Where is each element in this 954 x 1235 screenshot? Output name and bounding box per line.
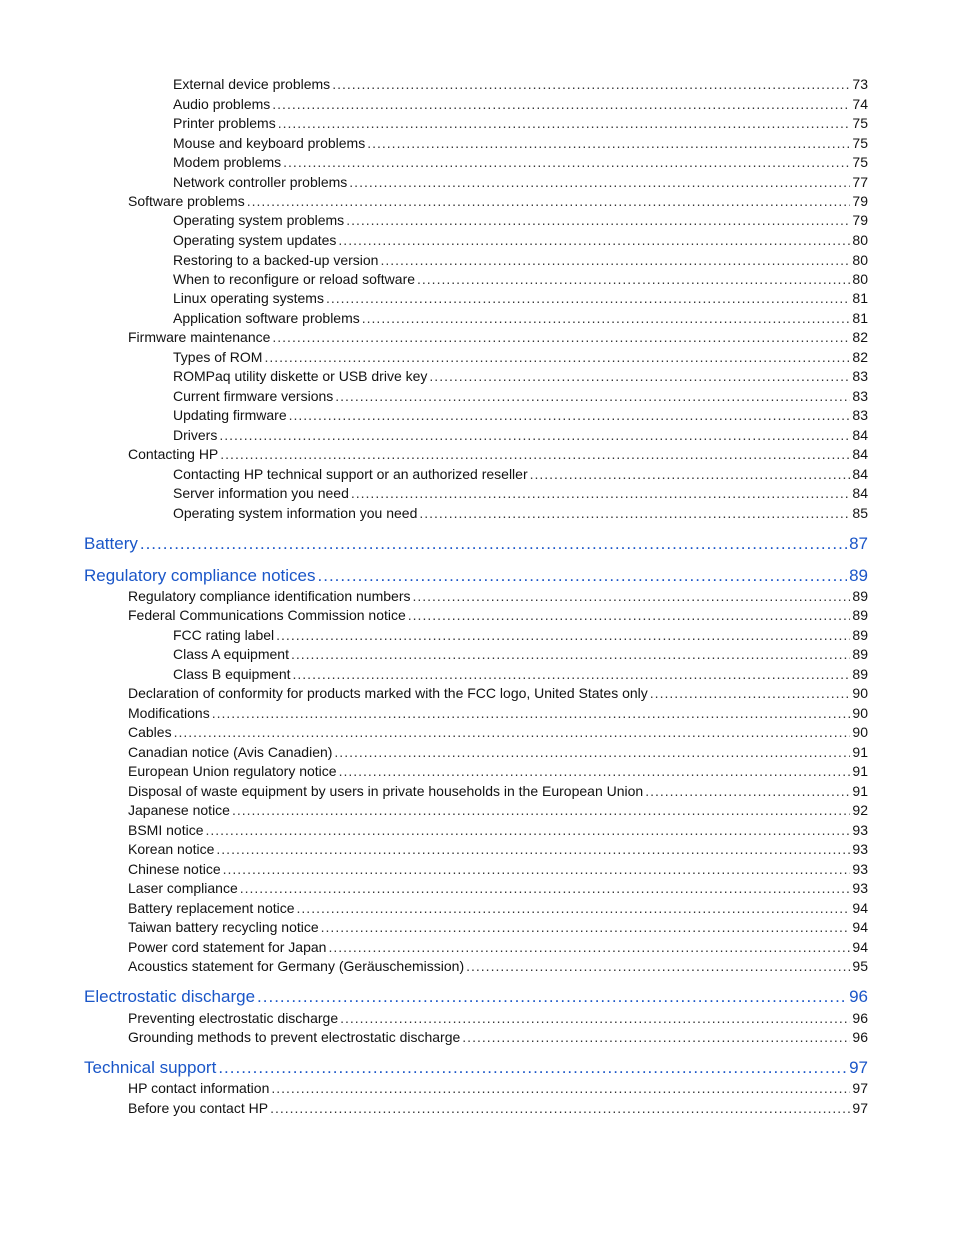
toc-entry[interactable] xyxy=(173,95,868,113)
toc-entry-page: 93 xyxy=(852,822,868,838)
toc-entry[interactable] xyxy=(128,587,868,605)
toc-entry[interactable] xyxy=(128,1009,868,1027)
toc-dot-leader xyxy=(140,533,847,555)
toc-entry[interactable] xyxy=(128,860,868,878)
toc-entry-title: Contacting HP technical support or an authorized reseller xyxy=(173,466,528,482)
toc-dot-leader xyxy=(417,270,850,288)
toc-dot-leader xyxy=(218,1057,847,1079)
toc-entry[interactable] xyxy=(84,986,868,1008)
toc-entry-title: Server information you need xyxy=(173,485,349,501)
toc-entry-title: Regulatory compliance notices xyxy=(84,566,316,585)
toc-entry-page: 93 xyxy=(852,861,868,877)
toc-entry[interactable] xyxy=(128,192,868,210)
toc-entry-page: 80 xyxy=(852,232,868,248)
toc-dot-leader xyxy=(205,821,850,839)
toc-entry-page: 94 xyxy=(852,919,868,935)
toc-entry-title: Canadian notice (Avis Canadien) xyxy=(128,744,333,760)
toc-entry-title: Korean notice xyxy=(128,841,215,857)
toc-entry[interactable] xyxy=(128,1028,868,1046)
toc-dot-leader xyxy=(334,743,850,761)
toc-entry-title: FCC rating label xyxy=(173,627,275,643)
toc-entry[interactable] xyxy=(173,626,868,644)
toc-entry[interactable] xyxy=(128,782,868,800)
toc-entry[interactable] xyxy=(128,445,868,463)
toc-entry-title: Electrostatic discharge xyxy=(84,987,256,1006)
toc-entry[interactable] xyxy=(128,879,868,897)
toc-entry-page: 82 xyxy=(852,349,868,365)
toc-entry[interactable] xyxy=(173,75,868,93)
toc-entry[interactable] xyxy=(128,938,868,956)
toc-entry[interactable] xyxy=(173,211,868,229)
toc-dot-leader xyxy=(264,348,850,366)
toc-entry-title: Linux operating systems xyxy=(173,290,324,306)
toc-dot-leader xyxy=(335,387,850,405)
toc-entry[interactable] xyxy=(128,1079,868,1097)
toc-entry-page: 92 xyxy=(852,802,868,818)
toc-entry-page: 96 xyxy=(852,1029,868,1045)
toc-entry[interactable] xyxy=(173,270,868,288)
toc-dot-leader xyxy=(349,173,850,191)
toc-dot-leader xyxy=(412,587,850,605)
toc-dot-leader xyxy=(278,114,851,132)
toc-entry-page: 93 xyxy=(852,880,868,896)
toc-entry[interactable] xyxy=(128,762,868,780)
toc-entry-title: Class B equipment xyxy=(173,666,291,682)
toc-entry-page: 80 xyxy=(852,271,868,287)
toc-entry-title: External device problems xyxy=(173,76,331,92)
toc-dot-leader xyxy=(332,75,850,93)
toc-entry-page: 80 xyxy=(852,252,868,268)
toc-entry-title: Declaration of conformity for products marked with the FCC logo, United States only xyxy=(128,685,648,701)
toc-entry[interactable] xyxy=(173,426,868,444)
toc-dot-leader xyxy=(247,192,851,210)
toc-entry-title: Battery xyxy=(84,534,138,553)
toc-entry[interactable] xyxy=(173,645,868,663)
toc-entry[interactable] xyxy=(173,387,868,405)
toc-dot-leader xyxy=(291,645,850,663)
toc-dot-leader xyxy=(318,565,848,587)
toc-entry-title: Firmware maintenance xyxy=(128,329,271,345)
toc-entry-page: 77 xyxy=(852,174,868,190)
toc-entry-title: Mouse and keyboard problems xyxy=(173,135,366,151)
toc-entry-page: 91 xyxy=(852,783,868,799)
toc-entry[interactable] xyxy=(84,1057,868,1079)
toc-entry-title: Technical support xyxy=(84,1058,217,1077)
toc-entry-title: Operating system problems xyxy=(173,212,345,228)
toc-entry[interactable] xyxy=(173,153,868,171)
toc-entry-page: 81 xyxy=(852,310,868,326)
toc-entry-title: Printer problems xyxy=(173,115,276,131)
toc-dot-leader xyxy=(232,801,850,819)
toc-entry-title: Software problems xyxy=(128,193,245,209)
toc-dot-leader xyxy=(408,606,851,624)
toc-entry[interactable] xyxy=(128,918,868,936)
toc-entry[interactable] xyxy=(128,801,868,819)
toc-entry-title: Modem problems xyxy=(173,154,282,170)
toc-entry-page: 87 xyxy=(849,534,868,553)
toc-entry-title: European Union regulatory notice xyxy=(128,763,337,779)
toc-entry-page: 89 xyxy=(852,588,868,604)
toc-entry-title: When to reconfigure or reload software xyxy=(173,271,416,287)
toc-entry[interactable] xyxy=(128,606,868,624)
toc-dot-leader xyxy=(271,1079,850,1097)
toc-entry-page: 97 xyxy=(852,1100,868,1116)
toc-dot-leader xyxy=(283,153,850,171)
toc-entry[interactable] xyxy=(173,465,868,483)
toc-entry-page: 84 xyxy=(852,427,868,443)
toc-dot-leader xyxy=(462,1028,850,1046)
toc-entry[interactable] xyxy=(173,665,868,683)
toc-entry-title: Application software problems xyxy=(173,310,360,326)
toc-entry-title: Japanese notice xyxy=(128,802,230,818)
toc-entry[interactable] xyxy=(173,406,868,424)
toc-entry-title: Restoring to a backed-up version xyxy=(173,252,379,268)
toc-entry[interactable] xyxy=(173,367,868,385)
toc-entry[interactable] xyxy=(128,723,868,741)
toc-entry-title: Drivers xyxy=(173,427,218,443)
toc-entry[interactable] xyxy=(128,743,868,761)
toc-entry-title: Audio problems xyxy=(173,96,271,112)
toc-dot-leader xyxy=(351,484,851,502)
toc-dot-leader xyxy=(339,762,851,780)
toc-dot-leader xyxy=(346,211,850,229)
toc-entry-page: 75 xyxy=(852,135,868,151)
toc-dot-leader xyxy=(328,938,850,956)
toc-dot-leader xyxy=(367,134,850,152)
toc-entry-title: Acoustics statement for Germany (Geräuschemission) xyxy=(128,958,465,974)
toc-dot-leader xyxy=(466,957,850,975)
toc-entry-page: 89 xyxy=(852,607,868,623)
toc-entry-title: Preventing electrostatic discharge xyxy=(128,1010,339,1026)
toc-dot-leader xyxy=(257,986,847,1008)
toc-entry-page: 93 xyxy=(852,841,868,857)
toc-entry[interactable] xyxy=(173,504,868,522)
toc-entry-title: Taiwan battery recycling notice xyxy=(128,919,319,935)
toc-entry[interactable] xyxy=(128,684,868,702)
toc-entry-page: 84 xyxy=(852,485,868,501)
toc-entry[interactable] xyxy=(173,309,868,327)
toc-entry-page: 85 xyxy=(852,505,868,521)
toc-dot-leader xyxy=(645,782,850,800)
toc-entry-page: 96 xyxy=(849,987,868,1006)
toc-entry-title: Cables xyxy=(128,724,172,740)
toc-entry-title: Operating system updates xyxy=(173,232,337,248)
toc-entry-title: Modifications xyxy=(128,705,210,721)
toc-entry[interactable] xyxy=(128,704,868,722)
toc-entry-title: Federal Communications Commission notice xyxy=(128,607,406,623)
toc-dot-leader xyxy=(223,860,851,878)
toc-entry-page: 90 xyxy=(852,724,868,740)
toc-entry-page: 79 xyxy=(852,212,868,228)
toc-entry-page: 97 xyxy=(852,1080,868,1096)
toc-entry-title: Regulatory compliance identification numbers xyxy=(128,588,411,604)
toc-entry-page: 83 xyxy=(852,388,868,404)
toc-entry-title: Disposal of waste equipment by users in private households in the European Union xyxy=(128,783,644,799)
toc-entry-page: 84 xyxy=(852,446,868,462)
toc-entry-title: Power cord statement for Japan xyxy=(128,939,327,955)
toc-entry[interactable] xyxy=(173,289,868,307)
toc-entry-page: 83 xyxy=(852,368,868,384)
toc-entry-page: 95 xyxy=(852,958,868,974)
toc-entry-title: Types of ROM xyxy=(173,349,263,365)
toc-dot-leader xyxy=(240,879,851,897)
toc-entry[interactable] xyxy=(128,957,868,975)
toc-entry-page: 91 xyxy=(852,744,868,760)
toc-entry-page: 94 xyxy=(852,900,868,916)
toc-dot-leader xyxy=(174,723,851,741)
toc-dot-leader xyxy=(419,504,850,522)
toc-entry-title: Contacting HP xyxy=(128,446,219,462)
toc-dot-leader xyxy=(289,406,851,424)
toc-dot-leader xyxy=(380,251,850,269)
toc-entry-page: 74 xyxy=(852,96,868,112)
toc-entry-title: Battery replacement notice xyxy=(128,900,295,916)
toc-entry-page: 82 xyxy=(852,329,868,345)
toc-entry[interactable] xyxy=(84,565,868,587)
toc-dot-leader xyxy=(216,840,850,858)
toc-entry-page: 89 xyxy=(852,646,868,662)
toc-entry-page: 89 xyxy=(852,666,868,682)
toc-entry-page: 89 xyxy=(852,627,868,643)
toc-dot-leader xyxy=(321,918,851,936)
toc-entry-page: 94 xyxy=(852,939,868,955)
toc-entry[interactable] xyxy=(84,533,868,555)
toc-entry-page: 90 xyxy=(852,685,868,701)
toc-dot-leader xyxy=(297,899,851,917)
toc-entry[interactable] xyxy=(173,231,868,249)
toc-dot-leader xyxy=(338,231,850,249)
toc-entry[interactable] xyxy=(173,173,868,191)
toc-dot-leader xyxy=(272,328,850,346)
toc-dot-leader xyxy=(429,367,850,385)
toc-entry-title: Class A equipment xyxy=(173,646,289,662)
toc-entry[interactable] xyxy=(128,899,868,917)
toc-entry-page: 89 xyxy=(849,566,868,585)
toc-entry-title: Current firmware versions xyxy=(173,388,334,404)
toc-dot-leader xyxy=(270,1099,850,1117)
toc-entry[interactable] xyxy=(128,328,868,346)
toc-entry-title: Grounding methods to prevent electrostatic discharge xyxy=(128,1029,461,1045)
toc-dot-leader xyxy=(650,684,851,702)
toc-entry[interactable] xyxy=(128,1099,868,1117)
toc-entry-page: 75 xyxy=(852,154,868,170)
toc-entry-page: 75 xyxy=(852,115,868,131)
toc-dot-leader xyxy=(272,95,850,113)
toc-dot-leader xyxy=(326,289,850,307)
toc-entry-title: Network controller problems xyxy=(173,174,348,190)
toc-entry[interactable] xyxy=(173,484,868,502)
toc-entry[interactable] xyxy=(128,821,868,839)
toc-dot-leader xyxy=(276,626,850,644)
toc-dot-leader xyxy=(362,309,851,327)
toc-dot-leader xyxy=(293,665,851,683)
toc-dot-leader xyxy=(530,465,851,483)
toc-entry-title: HP contact information xyxy=(128,1080,270,1096)
toc-dot-leader xyxy=(340,1009,850,1027)
toc-entry-page: 91 xyxy=(852,763,868,779)
toc-dot-leader xyxy=(219,426,850,444)
toc-dot-leader xyxy=(220,445,850,463)
toc-entry-page: 96 xyxy=(852,1010,868,1026)
toc-entry[interactable] xyxy=(173,348,868,366)
toc-entry-page: 79 xyxy=(852,193,868,209)
toc-entry-title: Updating firmware xyxy=(173,407,287,423)
toc-entry-title: Operating system information you need xyxy=(173,505,418,521)
toc-entry[interactable] xyxy=(173,114,868,132)
toc-entry-page: 84 xyxy=(852,466,868,482)
toc-entry-title: ROMPaq utility diskette or USB drive key xyxy=(173,368,428,384)
toc-entry-page: 83 xyxy=(852,407,868,423)
toc-entry-page: 73 xyxy=(852,76,868,92)
toc-entry-title: Before you contact HP xyxy=(128,1100,269,1116)
toc-entry-page: 90 xyxy=(852,705,868,721)
toc-entry-title: Chinese notice xyxy=(128,861,221,877)
toc-entry-title: Laser compliance xyxy=(128,880,238,896)
toc-entry-page: 97 xyxy=(849,1058,868,1077)
toc-entry[interactable] xyxy=(173,134,868,152)
toc-entry[interactable] xyxy=(173,251,868,269)
toc-dot-leader xyxy=(212,704,851,722)
toc-entry-page: 81 xyxy=(852,290,868,306)
toc-entry[interactable] xyxy=(128,840,868,858)
toc-entry-title: BSMI notice xyxy=(128,822,204,838)
